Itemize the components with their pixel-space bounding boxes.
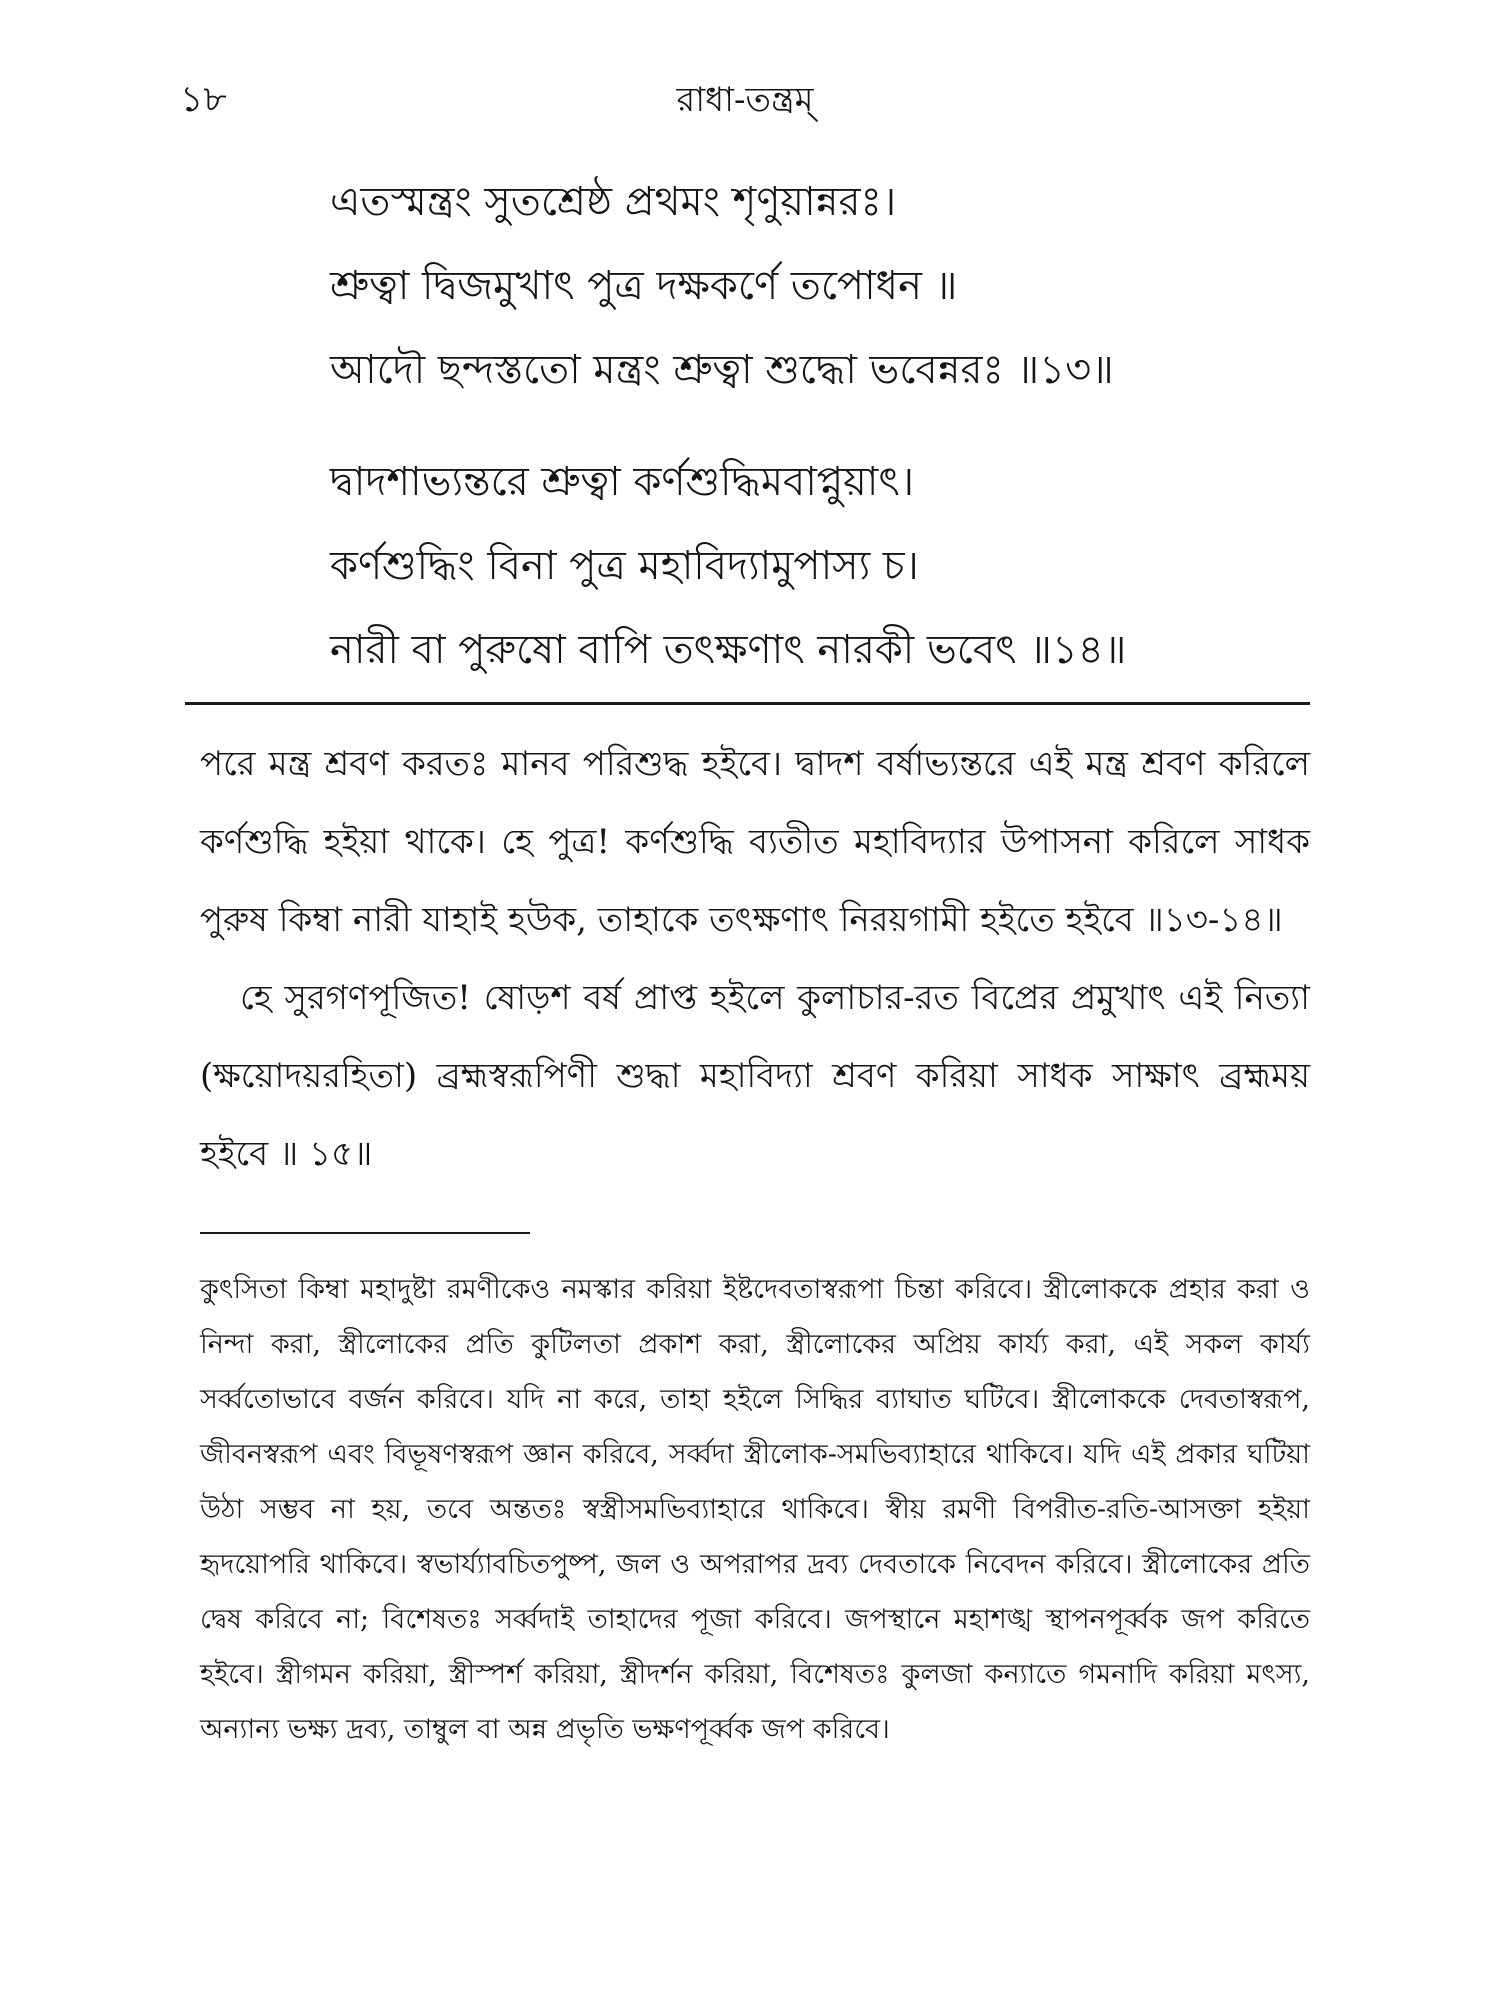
verse-line: আদৌ ছন্দস্ততো মন্ত্রং শ্রুত্বা শুদ্ধো ভবেন্নরঃ ॥১৩॥ [330,347,1114,393]
verse-stanza-14 [330,440,1330,692]
footnote-divider [200,1232,530,1234]
verse-line: কর্ণশুদ্ধিং বিনা পুত্র মহাবিদ্যামুপাস্য চ। [330,543,919,589]
verse-line: এতস্মন্ত্রং সুতশ্রেষ্ঠ প্রথমং শৃণুয়ান্নরঃ। [330,179,897,225]
verse-line: দ্বাদশাভ্যন্তরে শ্রুত্বা কর্ণশুদ্ধিমবাপ্নুয়াৎ। [330,459,915,505]
bengali-commentary [200,725,1310,1193]
section-divider [185,702,1310,705]
verse-line: শ্রুত্বা দ্বিজমুখাৎ পুত্র দক্ষকর্ণে তপোধন ॥ [330,263,958,309]
commentary-paragraph-15: হে সুরগণপূজিত! ষোড়শ বর্ষ প্রাপ্ত হইলে কুলাচার-রত বিপ্রের প্রমুখাৎ এই নিত্যা (ক্ষয়োদয়রহিতা) ব্রহ্মস্বরূপিণী শুদ্ধা মহাবিদ্যা শ্রবণ করিয়া সাধক সাক্ষাৎ ব্রহ্মময় হইবে ॥ ১৫॥ [200,978,1310,1174]
running-title: রাধা-তন্ত্রম্ [676,80,814,120]
footnote-text: কুৎসিতা কিম্বা মহাদুষ্টা রমণীকেও নমস্কার করিয়া ইষ্টদেবতাস্বরূপা চিন্তা করিবে। স্ত্রীলোককে প্রহার করা ও নিন্দা করা, স্ত্রীলোকের প্রতি কুটিলতা প্রকাশ করা, স্ত্রীলোকের অপ্রিয় কার্য্য করা, এই সকল কার্য্য সর্ব্বতোভাবে বর্জন করিবে। যদি না করে, তাহা হইলে সিদ্ধির ব্যাঘাত ঘটিবে। স্ত্রীলোককে দেবতাস্বরূপ, জীবনস্বরূপ এবং বিভূষণস্বরূপ জ্ঞান করিবে, সর্ব্বদা স্ত্রীলোক-সমভিব্যাহারে থাকিবে। যদি এই প্রকার ঘটিয়া উঠা সম্ভব না হয়, তবে অন্ততঃ স্বস্ত্রীসমভিব্যাহারে থাকিবে। স্বীয় রমণী বিপরীত-রতি-আসক্তা হইয়া হৃদয়োপরি থাকিবে। স্বভার্য্যাবচিতপুষ্প, জল ও অপরাপর দ্রব্য দেবতাকে নিবেদন করিবে। স্ত্রীলোকের প্রতি দ্বেষ করিবে না; বিশেষতঃ সর্ব্বদাই তাহাদের পূজা করিবে। জপস্থানে মহাশঙ্খ স্থাপনপূর্ব্বক জপ করিতে হইবে। স্ত্রীগমন করিয়া, স্ত্রীস্পর্শ করিয়া, স্ত্রীদর্শন করিয়া, বিশেষতঃ কুলজা কন্যাতে গমনাদি করিয়া মৎস্য, অন্যান্য ভক্ষ্য দ্রব্য, তাম্বুল বা অন্ন প্রভৃতি ভক্ষণপূর্ব্বক জপ করিবে। [200,1274,1310,1745]
verse-stanza-13 [330,160,1330,412]
verse-line: নারী বা পুরুষো বাপি তৎক্ষণাৎ নারকী ভবেৎ ॥১৪॥ [330,627,1127,673]
sanskrit-verses [330,160,1330,720]
commentary-paragraph-13-14: পরে মন্ত্র শ্রবণ করতঃ মানব পরিশুদ্ধ হইবে। দ্বাদশ বর্ষাভ্যন্তরে এই মন্ত্র শ্রবণ করিলে কর্ণশুদ্ধি হইয়া থাকে। হে পুত্র! কর্ণশুদ্ধি ব্যতীত মহাবিদ্যার উপাসনা করিলে সাধক পুরুষ কিম্বা নারী যাহাই হউক, তাহাকে তৎক্ষণাৎ নিরয়গামী হইতে হইবে ॥১৩-১৪॥ [200,744,1310,940]
page-header [180,70,1310,130]
page-number: ১৮ [180,79,227,120]
